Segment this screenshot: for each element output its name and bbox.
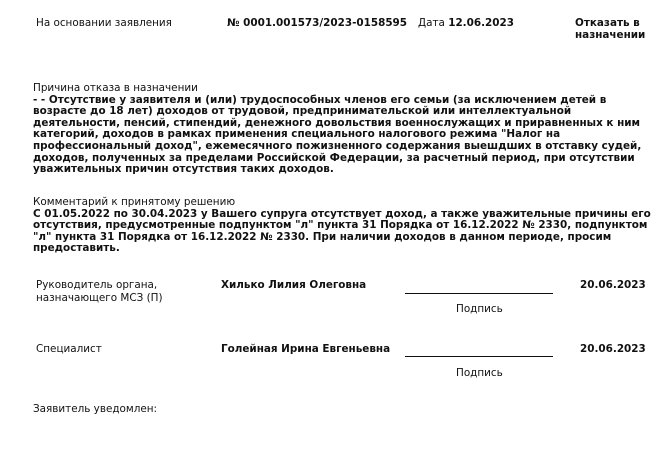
specialist-name: Голейная Ирина Евгеньевна: [221, 343, 391, 355]
signature-line: [405, 293, 553, 294]
specialist-signature-line: [405, 356, 553, 357]
decision: [575, 17, 645, 41]
number-prefix: №: [227, 17, 240, 29]
comment-title: Комментарий к принятому решению: [33, 196, 236, 208]
comment-text: С 01.05.2022 по 30.04.2023 у Вашего супруга отсутствует доход, а также уважительные причины его отсутствия, предусмотренные подпунктом "л" пункта 31 Порядка от 16.12.2022 № 2330, подпунктом "л" пункта 31 Порядка от 16.12.2022 № 2330. При наличии доходов в данном периоде, просим предоставить.: [33, 207, 651, 255]
specialist-signature-date: 20.06.2023: [580, 343, 646, 355]
signer-role-line-1: Руководитель органа,: [36, 279, 158, 291]
date-label: Дата: [418, 17, 445, 29]
signature-caption: Подпись: [456, 303, 503, 315]
basis-label: На основании заявления: [36, 17, 172, 29]
specialist-role: Специалист: [36, 343, 102, 355]
signer-role-line-2: назначающего МСЗ (П): [36, 291, 163, 304]
signer-name: Хилько Лилия Олеговна: [221, 279, 367, 291]
refusal-title: Причина отказа в назначении: [33, 82, 198, 94]
specialist-signature-caption: Подпись: [456, 367, 503, 379]
notified-label: Заявитель уведомлен:: [33, 403, 158, 415]
signer-role: [36, 279, 163, 304]
number-value: 0001.001573/2023-0158595: [243, 17, 408, 29]
date-value: 12.06.2023: [448, 17, 514, 29]
refusal-section: [33, 83, 653, 176]
signature-date: 20.06.2023: [580, 279, 646, 291]
decision-line-2: назначении: [575, 29, 646, 41]
comment-section: [33, 197, 653, 255]
refusal-text: - - Отсутствие у заявителя и (или) трудоспособных членов его семьи (за исключением детей в возрасте до 18 лет) доходов от трудовой, предпринимательской или интеллектуальной деятельности, пенсий, стипендий, денежного довольствия военнослужащих и приравненных к ним категорий, доходов в рамках применения специального налогового режима "Налог на профессиональный доход", ежемесячного пожизненного содержания выешдших в отставку судей, доходов, полученных за пределами Российской Федерации, за расчетный период, при отсутствии уважительных причин отсутствия таких доходов.: [33, 93, 642, 176]
application-date: [418, 17, 514, 29]
application-number: [227, 17, 407, 29]
decision-line-1: Отказать в: [575, 17, 640, 29]
